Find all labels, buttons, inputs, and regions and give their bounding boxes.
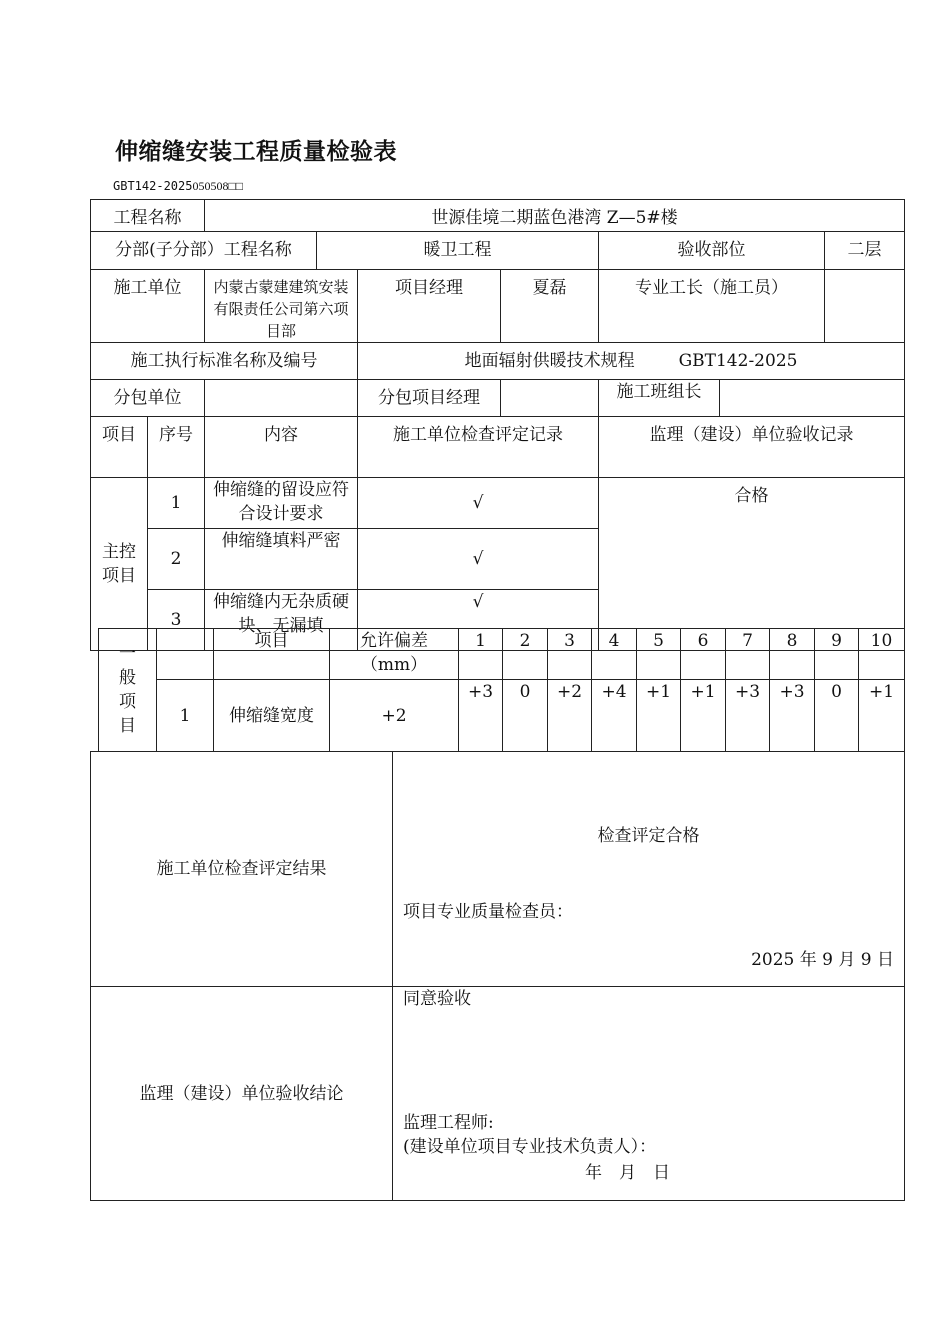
standard-label: 施工执行标准名称及编号 bbox=[91, 343, 358, 380]
team-leader-cell bbox=[599, 380, 905, 417]
general-header-point: 5 bbox=[637, 629, 681, 680]
main-item-seq: 2 bbox=[148, 529, 205, 590]
general-header-point: 10 bbox=[859, 629, 905, 680]
subcontractor-value bbox=[205, 380, 358, 417]
general-table bbox=[98, 628, 905, 752]
main-item-content: 伸缩缝内无杂质硬块、无漏填 bbox=[205, 590, 358, 651]
general-header-point: 6 bbox=[681, 629, 726, 680]
form-code-prefix: GBT142-2025 bbox=[113, 179, 193, 193]
main-control-label: 主控项目 bbox=[91, 478, 148, 651]
inspector-label: 项目专业质量检查员： bbox=[403, 902, 573, 922]
check-result-cell bbox=[393, 752, 905, 987]
pm-value: 夏磊 bbox=[501, 270, 599, 343]
supervision-conclusion: 同意验收 bbox=[403, 989, 471, 1009]
subproject-label: 分部(子分部）工程名称 bbox=[91, 232, 317, 270]
standard-code: GBT142-2025 bbox=[678, 351, 798, 371]
owner-label: (建设单位项目专业技术负责人）： bbox=[403, 1137, 657, 1157]
standard-name: 地面辐射供暖技术规程 bbox=[464, 351, 635, 371]
general-row-item: 伸缩缝宽度 bbox=[214, 680, 330, 752]
project-name-value: 世源佳境二期蓝色港湾 Z—5#楼 bbox=[205, 200, 905, 232]
foreman-value bbox=[825, 270, 905, 343]
form-code-suffix: 050508□□ bbox=[192, 179, 243, 193]
sub-pm-label: 分包项目经理 bbox=[358, 380, 501, 417]
main-item-result: √ bbox=[358, 529, 599, 590]
main-supervision-result: 合格 bbox=[599, 478, 905, 651]
construction-unit-value: 内蒙古蒙建建筑安装有限责任公司第六项目部 bbox=[205, 270, 358, 343]
form-code bbox=[113, 179, 243, 194]
general-header-seq bbox=[157, 629, 214, 680]
general-row-value: +3 bbox=[726, 680, 770, 752]
header-seq: 序号 bbox=[148, 417, 205, 478]
info-table bbox=[90, 199, 905, 651]
header-content: 内容 bbox=[205, 417, 358, 478]
general-row-value: +3 bbox=[459, 680, 503, 752]
main-item-content: 伸缩缝填料严密 bbox=[205, 529, 358, 590]
general-row-value: 0 bbox=[503, 680, 548, 752]
general-row-value: +1 bbox=[859, 680, 905, 752]
subcontractor-label: 分包单位 bbox=[91, 380, 205, 417]
main-item-seq: 1 bbox=[148, 478, 205, 529]
general-header-point: 7 bbox=[726, 629, 770, 680]
general-row-seq: 1 bbox=[157, 680, 214, 752]
pm-label: 项目经理 bbox=[358, 270, 501, 343]
general-label: 一般项目 bbox=[99, 629, 157, 752]
general-header-point: 3 bbox=[548, 629, 592, 680]
supervision-date: 年 月 日 bbox=[585, 1163, 670, 1183]
general-row-tolerance: +2 bbox=[330, 680, 459, 752]
project-name-label: 工程名称 bbox=[91, 200, 205, 232]
main-item-result: √ bbox=[358, 478, 599, 529]
subproject-value: 暖卫工程 bbox=[317, 232, 599, 270]
team-leader-label: 施工班组长 bbox=[616, 382, 702, 402]
acceptance-part-label: 验收部位 bbox=[599, 232, 825, 270]
check-result-date: 2025 年 9 月 9 日 bbox=[751, 950, 894, 970]
supervision-result-label: 监理（建设）单位验收结论 bbox=[91, 987, 393, 1201]
general-row-value: 0 bbox=[815, 680, 859, 752]
general-header-point: 1 bbox=[459, 629, 503, 680]
page-title: 伸缩缝安装工程质量检验表 bbox=[115, 139, 397, 165]
construction-unit-label: 施工单位 bbox=[91, 270, 205, 343]
general-header-point: 9 bbox=[815, 629, 859, 680]
check-result-conclusion: 检查评定合格 bbox=[597, 826, 700, 846]
header-supervision-record: 监理（建设）单位验收记录 bbox=[599, 417, 905, 478]
standard-value bbox=[358, 343, 905, 380]
header-check-record: 施工单位检查评定记录 bbox=[358, 417, 599, 478]
supervision-result-cell bbox=[393, 987, 905, 1201]
acceptance-part-value: 二层 bbox=[825, 232, 905, 270]
result-table bbox=[90, 751, 905, 1201]
general-header-item: 项目 bbox=[214, 629, 330, 680]
general-row-value: +4 bbox=[592, 680, 637, 752]
general-row-value: +2 bbox=[548, 680, 592, 752]
check-result-label: 施工单位检查评定结果 bbox=[91, 752, 393, 987]
general-header-tolerance: 允许偏差（mm） bbox=[330, 629, 459, 680]
sub-pm-value bbox=[501, 380, 599, 417]
main-item-seq: 3 bbox=[148, 590, 205, 651]
general-header-point: 4 bbox=[592, 629, 637, 680]
general-header-point: 8 bbox=[770, 629, 815, 680]
general-header-point: 2 bbox=[503, 629, 548, 680]
main-item-result: √ bbox=[358, 590, 599, 651]
general-row-value: +1 bbox=[637, 680, 681, 752]
general-row-value: +3 bbox=[770, 680, 815, 752]
header-item: 项目 bbox=[91, 417, 148, 478]
engineer-label: 监理工程师: bbox=[403, 1113, 494, 1133]
foreman-label: 专业工长（施工员） bbox=[599, 270, 825, 343]
general-row-value: +1 bbox=[681, 680, 726, 752]
main-item-content: 伸缩缝的留设应符合设计要求 bbox=[205, 478, 358, 529]
